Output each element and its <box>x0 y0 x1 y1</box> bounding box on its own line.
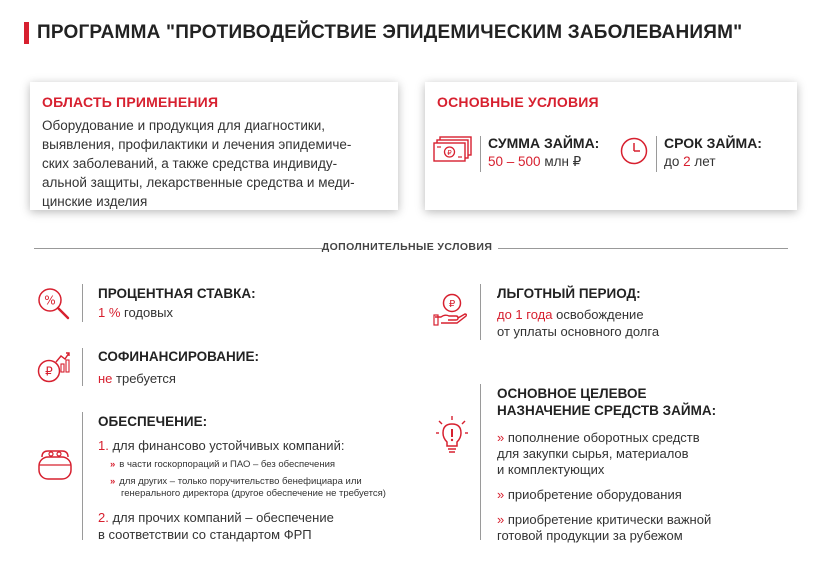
collateral-item-2-line1: для прочих компаний – обеспечение <box>108 510 334 525</box>
terms-heading: ОСНОВНЫЕ УСЛОВИЯ <box>437 94 599 110</box>
divider <box>480 384 481 540</box>
scope-text <box>42 116 390 211</box>
chevron-icon: » <box>110 459 116 470</box>
collateral-item-2-line2: в соответствии со стандартом ФРП <box>98 527 312 542</box>
clock-icon <box>619 136 649 166</box>
additional-heading: ДОПОЛНИТЕЛЬНЫЕ УСЛОВИЯ <box>321 241 493 253</box>
bullet-icon: » <box>497 430 505 445</box>
collateral-sub-1-text: в части госкорпораций и ПАО – без обеспечения <box>119 459 336 470</box>
chevron-icon: » <box>110 476 116 487</box>
wallet-icon <box>36 447 74 483</box>
banknotes-icon <box>433 135 473 165</box>
terms-card <box>425 82 797 210</box>
term-prefix: до <box>664 154 684 169</box>
purpose-item-2-text: приобретение оборудования <box>504 487 682 502</box>
collateral-sub-1 <box>110 459 335 472</box>
svg-text:₽: ₽ <box>45 364 53 379</box>
divider <box>82 412 83 540</box>
purpose-item-2 <box>497 485 682 504</box>
purpose-item-3-line1: приобретение критически важной <box>504 512 712 527</box>
svg-text:₽: ₽ <box>448 299 456 310</box>
rate-number: 1 % <box>98 305 121 320</box>
scope-line: альной защиты, лекарственные средства и меди- <box>42 175 355 190</box>
term-unit: лет <box>690 154 716 169</box>
bullet-icon: » <box>497 512 505 527</box>
cofin-suffix: требуется <box>112 371 176 386</box>
divider <box>480 136 481 172</box>
item-number: 1. <box>98 438 109 453</box>
scope-line: ских заболеваний, а также средства индивиду- <box>42 156 338 171</box>
divider <box>82 284 83 322</box>
amount-number: 50 – 500 <box>488 154 541 169</box>
divider <box>480 284 481 340</box>
collateral-sub-2-line2: генерального директора (другое обеспечение не требуется) <box>121 488 386 499</box>
amount-unit: млн ₽ <box>540 154 582 169</box>
rate-value <box>98 303 173 322</box>
term-number: 2 <box>683 154 691 169</box>
cofin-value <box>98 369 176 388</box>
rate-suffix: годовых <box>120 305 173 320</box>
cofin-label: СОФИНАНСИРОВАНИЕ: <box>98 349 259 364</box>
item-number: 2. <box>98 510 109 525</box>
ruble-growth-icon <box>36 350 74 386</box>
amount-label: СУММА ЗАЙМА: <box>488 135 600 151</box>
ruble-hand-icon <box>433 292 469 328</box>
grace-line-1-rest: освобождение <box>552 307 644 322</box>
title-accent-bar <box>24 22 29 44</box>
divider <box>82 348 83 386</box>
purpose-label-line2: НАЗНАЧЕНИЕ СРЕДСТВ ЗАЙМА: <box>497 403 717 418</box>
percent-magnifier-icon <box>36 286 72 322</box>
purpose-item-1-line2: для закупки сырья, материалов <box>497 446 689 461</box>
purpose-item-1-line1: пополнение оборотных средств <box>504 430 700 445</box>
lightbulb-icon <box>435 415 469 455</box>
grace-value: до 1 года <box>497 307 553 322</box>
purpose-item-3-line2: готовой продукции за рубежом <box>497 528 683 543</box>
rate-label: ПРОЦЕНТНАЯ СТАВКА: <box>98 286 256 301</box>
svg-text:₽: ₽ <box>447 149 452 157</box>
bullet-icon: » <box>497 487 505 502</box>
divider <box>656 136 657 172</box>
cofin-highlight: не <box>98 371 113 386</box>
scope-card <box>30 82 398 210</box>
scope-line: Оборудование и продукция для диагностики, <box>42 118 326 133</box>
purpose-item-1-line3: и комплектующих <box>497 462 605 477</box>
term-value <box>664 154 716 169</box>
collateral-item-1-text: для финансово устойчивых компаний: <box>108 438 345 453</box>
collateral-sub-2-line1: для других – только поручительство бенефициара или <box>119 476 362 487</box>
term-label: СРОК ЗАЙМА: <box>664 135 762 151</box>
scope-heading: ОБЛАСТЬ ПРИМЕНЕНИЯ <box>42 94 219 110</box>
scope-line: выявления, профилактики и лечения эпидемиче- <box>42 137 352 152</box>
amount-value <box>488 154 581 170</box>
page-title: ПРОГРАММА "ПРОТИВОДЕЙСТВИЕ ЭПИДЕМИЧЕСКИМ ЗАБОЛЕВАНИЯМ" <box>37 22 743 43</box>
purpose-label-line1: ОСНОВНОЕ ЦЕЛЕВОЕ <box>497 386 647 401</box>
collateral-sub-2 <box>110 476 362 489</box>
grace-label: ЛЬГОТНЫЙ ПЕРИОД: <box>497 286 641 301</box>
collateral-label: ОБЕСПЕЧЕНИЕ: <box>98 414 208 429</box>
grace-line-2: от уплаты основного долга <box>497 324 660 339</box>
svg-text:%: % <box>44 293 56 308</box>
scope-line: цинские изделия <box>42 194 148 209</box>
collateral-item-1 <box>98 436 344 455</box>
